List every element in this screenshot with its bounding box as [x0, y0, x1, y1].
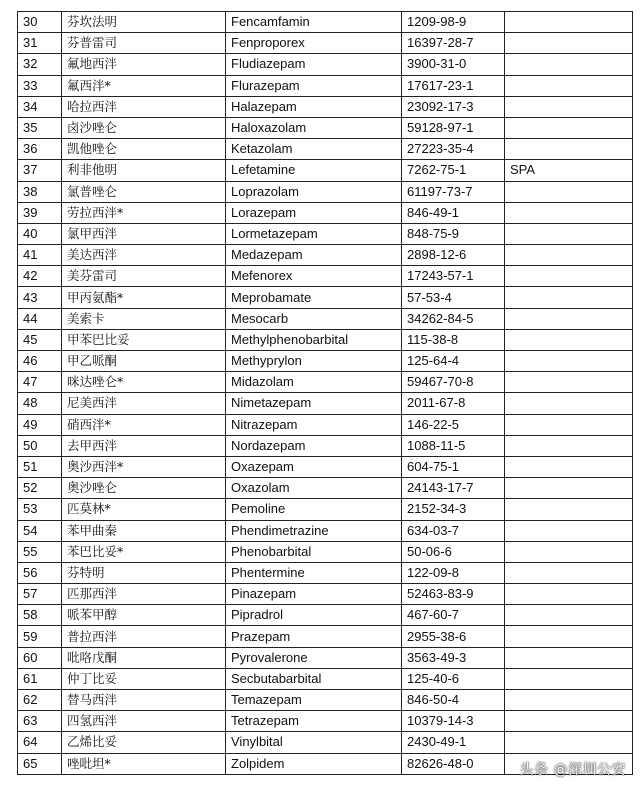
- english-name-cell: Prazepam: [226, 626, 402, 647]
- cas-number-cell: 846-50-4: [402, 690, 505, 711]
- cas-number-cell: 2152-34-3: [402, 499, 505, 520]
- cas-number-cell: 467-60-7: [402, 605, 505, 626]
- english-name-cell: Temazepam: [226, 690, 402, 711]
- cas-number-cell: 2430-49-1: [402, 732, 505, 753]
- english-name-cell: Methyprylon: [226, 351, 402, 372]
- chinese-name-cell: 苯巴比妥*: [62, 541, 226, 562]
- note-cell: [505, 520, 633, 541]
- english-name-cell: Secbutabarbital: [226, 668, 402, 689]
- chinese-name-cell: 苯甲曲秦: [62, 520, 226, 541]
- note-cell: [505, 266, 633, 287]
- row-number-cell: 60: [18, 647, 62, 668]
- english-name-cell: Oxazolam: [226, 478, 402, 499]
- english-name-cell: Flurazepam: [226, 75, 402, 96]
- english-name-cell: Pinazepam: [226, 584, 402, 605]
- row-number-cell: 54: [18, 520, 62, 541]
- note-cell: [505, 414, 633, 435]
- chinese-name-cell: 利非他明: [62, 160, 226, 181]
- note-cell: [505, 287, 633, 308]
- chinese-name-cell: 甲乙哌酮: [62, 351, 226, 372]
- cas-number-cell: 52463-83-9: [402, 584, 505, 605]
- table-row: [18, 393, 633, 414]
- note-cell: [505, 541, 633, 562]
- note-cell: [505, 562, 633, 583]
- note-cell: [505, 690, 633, 711]
- chinese-name-cell: 吡咯戊酮: [62, 647, 226, 668]
- row-number-cell: 49: [18, 414, 62, 435]
- note-cell: [505, 478, 633, 499]
- row-number-cell: 58: [18, 605, 62, 626]
- note-cell: [505, 96, 633, 117]
- table-body: [18, 12, 633, 775]
- table-row: [18, 711, 633, 732]
- english-name-cell: Mesocarb: [226, 308, 402, 329]
- cas-number-cell: 2011-67-8: [402, 393, 505, 414]
- cas-number-cell: 3900-31-0: [402, 54, 505, 75]
- cas-number-cell: 1209-98-9: [402, 12, 505, 33]
- table-row: [18, 456, 633, 477]
- note-cell: [505, 626, 633, 647]
- table-row: [18, 181, 633, 202]
- table-row: [18, 732, 633, 753]
- note-cell: SPA: [505, 160, 633, 181]
- chinese-name-cell: 卤沙唑仑: [62, 117, 226, 138]
- english-name-cell: Ketazolam: [226, 139, 402, 160]
- table-row: [18, 117, 633, 138]
- table-row: [18, 12, 633, 33]
- note-cell: [505, 181, 633, 202]
- cas-number-cell: 61197-73-7: [402, 181, 505, 202]
- note-cell: [505, 584, 633, 605]
- table-row: [18, 647, 633, 668]
- watermark: 头条 @深圳公安: [519, 762, 626, 778]
- note-cell: [505, 202, 633, 223]
- row-number-cell: 39: [18, 202, 62, 223]
- cas-number-cell: 23092-17-3: [402, 96, 505, 117]
- cas-number-cell: 146-22-5: [402, 414, 505, 435]
- chinese-name-cell: 尼美西泮: [62, 393, 226, 414]
- english-name-cell: Fencamfamin: [226, 12, 402, 33]
- english-name-cell: Medazepam: [226, 245, 402, 266]
- cas-number-cell: 59128-97-1: [402, 117, 505, 138]
- cas-number-cell: 57-53-4: [402, 287, 505, 308]
- cas-number-cell: 604-75-1: [402, 456, 505, 477]
- cas-number-cell: 27223-35-4: [402, 139, 505, 160]
- table-row: [18, 351, 633, 372]
- note-cell: [505, 223, 633, 244]
- row-number-cell: 52: [18, 478, 62, 499]
- english-name-cell: Nimetazepam: [226, 393, 402, 414]
- note-cell: [505, 711, 633, 732]
- note-cell: [505, 499, 633, 520]
- row-number-cell: 56: [18, 562, 62, 583]
- row-number-cell: 63: [18, 711, 62, 732]
- table-row: [18, 287, 633, 308]
- table-row: [18, 96, 633, 117]
- row-number-cell: 33: [18, 75, 62, 96]
- english-name-cell: Phendimetrazine: [226, 520, 402, 541]
- table-row: [18, 75, 633, 96]
- cas-number-cell: 82626-48-0: [402, 753, 505, 774]
- table-row: [18, 266, 633, 287]
- note-cell: [505, 139, 633, 160]
- cas-number-cell: 10379-14-3: [402, 711, 505, 732]
- note-cell: [505, 308, 633, 329]
- chinese-name-cell: 甲丙氨酯*: [62, 287, 226, 308]
- chinese-name-cell: 匹那西泮: [62, 584, 226, 605]
- chinese-name-cell: 氯普唑仑: [62, 181, 226, 202]
- note-cell: [505, 393, 633, 414]
- table-row: [18, 139, 633, 160]
- cas-number-cell: 115-38-8: [402, 329, 505, 350]
- cas-number-cell: 24143-17-7: [402, 478, 505, 499]
- cas-number-cell: 122-09-8: [402, 562, 505, 583]
- row-number-cell: 61: [18, 668, 62, 689]
- english-name-cell: Midazolam: [226, 372, 402, 393]
- chinese-name-cell: 唑吡坦*: [62, 753, 226, 774]
- chinese-name-cell: 奥沙西泮*: [62, 456, 226, 477]
- table-row: [18, 562, 633, 583]
- substance-table: [17, 11, 633, 775]
- note-cell: [505, 351, 633, 372]
- note-cell: [505, 647, 633, 668]
- english-name-cell: Lefetamine: [226, 160, 402, 181]
- row-number-cell: 41: [18, 245, 62, 266]
- table-row: [18, 245, 633, 266]
- table-row: [18, 499, 633, 520]
- english-name-cell: Oxazepam: [226, 456, 402, 477]
- chinese-name-cell: 氟地西泮: [62, 54, 226, 75]
- cas-number-cell: 125-64-4: [402, 351, 505, 372]
- english-name-cell: Lormetazepam: [226, 223, 402, 244]
- english-name-cell: Pyrovalerone: [226, 647, 402, 668]
- row-number-cell: 47: [18, 372, 62, 393]
- table-row: [18, 478, 633, 499]
- note-cell: [505, 33, 633, 54]
- english-name-cell: Lorazepam: [226, 202, 402, 223]
- table-row: [18, 690, 633, 711]
- cas-number-cell: 34262-84-5: [402, 308, 505, 329]
- cas-number-cell: 2898-12-6: [402, 245, 505, 266]
- english-name-cell: Phentermine: [226, 562, 402, 583]
- chinese-name-cell: 美达西泮: [62, 245, 226, 266]
- table-row: [18, 520, 633, 541]
- row-number-cell: 51: [18, 456, 62, 477]
- english-name-cell: Fludiazepam: [226, 54, 402, 75]
- row-number-cell: 45: [18, 329, 62, 350]
- cas-number-cell: 17243-57-1: [402, 266, 505, 287]
- chinese-name-cell: 甲苯巴比妥: [62, 329, 226, 350]
- row-number-cell: 32: [18, 54, 62, 75]
- row-number-cell: 44: [18, 308, 62, 329]
- english-name-cell: Pemoline: [226, 499, 402, 520]
- row-number-cell: 35: [18, 117, 62, 138]
- note-cell: [505, 75, 633, 96]
- chinese-name-cell: 硝西泮*: [62, 414, 226, 435]
- row-number-cell: 48: [18, 393, 62, 414]
- note-cell: [505, 732, 633, 753]
- english-name-cell: Fenproporex: [226, 33, 402, 54]
- table-row: [18, 202, 633, 223]
- chinese-name-cell: 匹莫林*: [62, 499, 226, 520]
- table-row: [18, 584, 633, 605]
- chinese-name-cell: 氯甲西泮: [62, 223, 226, 244]
- chinese-name-cell: 咪达唑仑*: [62, 372, 226, 393]
- cas-number-cell: 7262-75-1: [402, 160, 505, 181]
- cas-number-cell: 17617-23-1: [402, 75, 505, 96]
- chinese-name-cell: 哌苯甲醇: [62, 605, 226, 626]
- row-number-cell: 55: [18, 541, 62, 562]
- table-row: [18, 668, 633, 689]
- table-row: [18, 414, 633, 435]
- cas-number-cell: 2955-38-6: [402, 626, 505, 647]
- table-row: [18, 626, 633, 647]
- row-number-cell: 37: [18, 160, 62, 181]
- cas-number-cell: 50-06-6: [402, 541, 505, 562]
- english-name-cell: Nordazepam: [226, 435, 402, 456]
- note-cell: [505, 12, 633, 33]
- note-cell: [505, 605, 633, 626]
- row-number-cell: 30: [18, 12, 62, 33]
- chinese-name-cell: 奥沙唑仑: [62, 478, 226, 499]
- chinese-name-cell: 仲丁比妥: [62, 668, 226, 689]
- english-name-cell: Vinylbital: [226, 732, 402, 753]
- note-cell: [505, 668, 633, 689]
- cas-number-cell: 1088-11-5: [402, 435, 505, 456]
- table-row: [18, 541, 633, 562]
- chinese-name-cell: 哈拉西泮: [62, 96, 226, 117]
- note-cell: [505, 372, 633, 393]
- chinese-name-cell: 凯他唑仑: [62, 139, 226, 160]
- row-number-cell: 57: [18, 584, 62, 605]
- row-number-cell: 50: [18, 435, 62, 456]
- cas-number-cell: 846-49-1: [402, 202, 505, 223]
- cas-number-cell: 634-03-7: [402, 520, 505, 541]
- note-cell: [505, 245, 633, 266]
- chinese-name-cell: 芬普雷司: [62, 33, 226, 54]
- english-name-cell: Phenobarbital: [226, 541, 402, 562]
- chinese-name-cell: 乙烯比妥: [62, 732, 226, 753]
- chinese-name-cell: 美索卡: [62, 308, 226, 329]
- english-name-cell: Pipradrol: [226, 605, 402, 626]
- chinese-name-cell: 芬坎法明: [62, 12, 226, 33]
- chinese-name-cell: 美芬雷司: [62, 266, 226, 287]
- chinese-name-cell: 替马西泮: [62, 690, 226, 711]
- english-name-cell: Tetrazepam: [226, 711, 402, 732]
- table-row: [18, 372, 633, 393]
- table-row: [18, 160, 633, 181]
- table-row: [18, 54, 633, 75]
- row-number-cell: 64: [18, 732, 62, 753]
- note-cell: [505, 435, 633, 456]
- cas-number-cell: 16397-28-7: [402, 33, 505, 54]
- note-cell: [505, 117, 633, 138]
- row-number-cell: 53: [18, 499, 62, 520]
- english-name-cell: Zolpidem: [226, 753, 402, 774]
- row-number-cell: 38: [18, 181, 62, 202]
- cas-number-cell: 3563-49-3: [402, 647, 505, 668]
- row-number-cell: 34: [18, 96, 62, 117]
- chinese-name-cell: 芬特明: [62, 562, 226, 583]
- row-number-cell: 42: [18, 266, 62, 287]
- english-name-cell: Nitrazepam: [226, 414, 402, 435]
- english-name-cell: Mefenorex: [226, 266, 402, 287]
- note-cell: [505, 329, 633, 350]
- chinese-name-cell: 普拉西泮: [62, 626, 226, 647]
- row-number-cell: 46: [18, 351, 62, 372]
- table-row: [18, 435, 633, 456]
- row-number-cell: 65: [18, 753, 62, 774]
- cas-number-cell: 125-40-6: [402, 668, 505, 689]
- row-number-cell: 31: [18, 33, 62, 54]
- row-number-cell: 59: [18, 626, 62, 647]
- chinese-name-cell: 氟西泮*: [62, 75, 226, 96]
- english-name-cell: Loprazolam: [226, 181, 402, 202]
- chinese-name-cell: 四氢西泮: [62, 711, 226, 732]
- row-number-cell: 36: [18, 139, 62, 160]
- table-row: [18, 223, 633, 244]
- english-name-cell: Halazepam: [226, 96, 402, 117]
- note-cell: [505, 54, 633, 75]
- chinese-name-cell: 劳拉西泮*: [62, 202, 226, 223]
- english-name-cell: Haloxazolam: [226, 117, 402, 138]
- english-name-cell: Meprobamate: [226, 287, 402, 308]
- cas-number-cell: 59467-70-8: [402, 372, 505, 393]
- cas-number-cell: 848-75-9: [402, 223, 505, 244]
- table-row: [18, 308, 633, 329]
- note-cell: [505, 456, 633, 477]
- table-row: [18, 329, 633, 350]
- table-row: [18, 33, 633, 54]
- row-number-cell: 40: [18, 223, 62, 244]
- chinese-name-cell: 去甲西泮: [62, 435, 226, 456]
- english-name-cell: Methylphenobarbital: [226, 329, 402, 350]
- row-number-cell: 62: [18, 690, 62, 711]
- row-number-cell: 43: [18, 287, 62, 308]
- table-row: [18, 605, 633, 626]
